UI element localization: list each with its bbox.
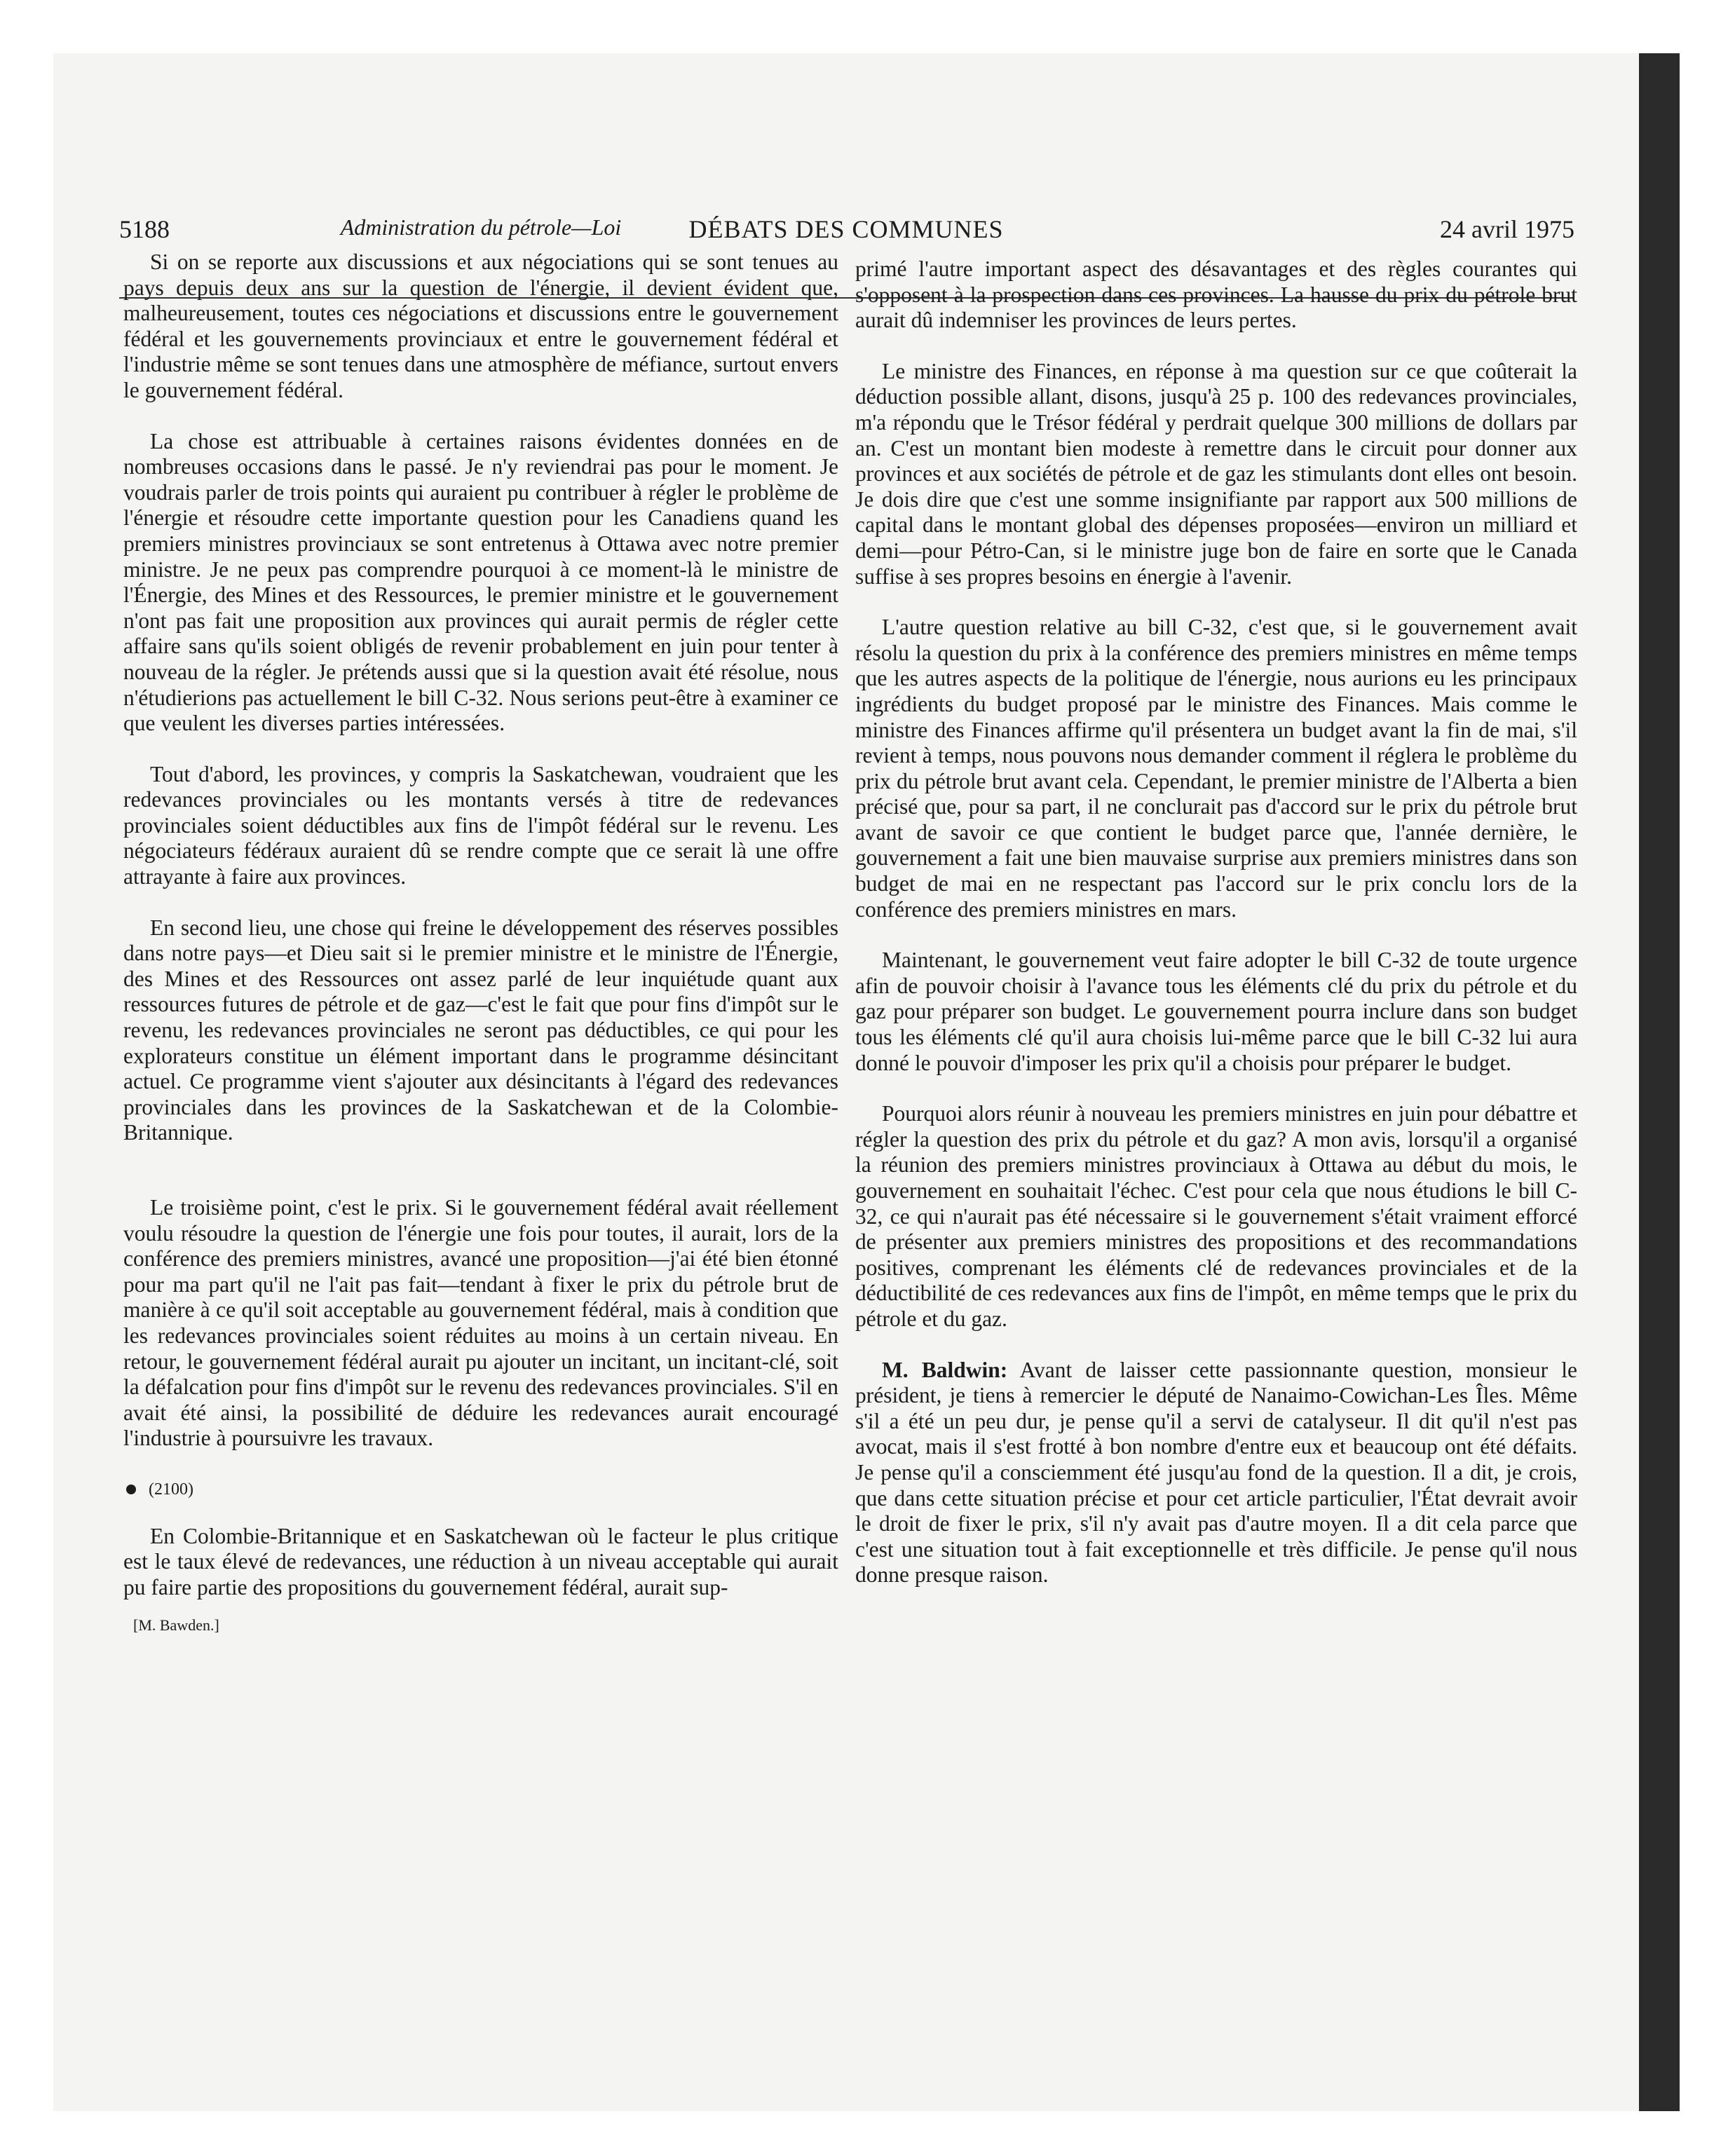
header-date: 24 avril 1975 (1440, 215, 1574, 243)
paragraph: L'autre question relative au bill C-32, c'est que, si le gouvernement avait résolu la question du prix à la conférence des premiers ministres en même temps que les autres aspects de la politique de l'énergie, nous aurions eu les principaux ingrédients du budget proposé par le ministre des Finances. Mais comme le ministre des Finances affirme qu'il présentera un budget avant la fin de mai, s'il revient à temps, nous pouvons nous demander comment il réglera le problème du prix du pétrole brut avant cela. Cependant, le premier ministre de l'Alberta a bien précisé que, pour sa part, il ne conclurait pas d'accord sur le prix du pétrole brut avant de savoir ce que contient le budget parce que, l'année dernière, le gouvernement a fait une bien mauvaise surprise aux premiers ministres dans son budget de mai en ne respectant pas l'accord sur le prix conclu lors de la conférence des premiers ministres en mars. (855, 615, 1577, 922)
speaker-name: M. Baldwin: (882, 1357, 1008, 1382)
speaker-attribution: [M. Bawden.] (133, 1616, 219, 1635)
section-heading: Administration du pétrole—Loi (340, 214, 622, 240)
paragraph: En Colombie-Britannique et en Saskatchewan où le facteur le plus critique est le taux élevé de redevances, une réduction à un niveau acceptable qui aurait pu faire partie des propositions du gouvernement fédéral, aurait sup- (123, 1523, 838, 1599)
speaker-text: Avant de laisser cette passionnante question, monsieur le président, je tiens à remercier le député de Nanaimo-Cowichan-Les Îles. Même s'il a été un peu dur, je pense qu'il a servi de catalyseur. Il dit qu'il n'est pas avocat, mais il s'est frotté à bon nombre d'entre eux et beaucoup ont été défaits. Je pense qu'il a consciemment été jusqu'au fond de la question. Il a dit, je crois, que dans cette situation précise et pour cet article particulier, l'État devrait avoir le droit de fixer le prix, s'il n'y avait pas d'autre moyen. Il a dit cela parce que c'est une situation tout à fait exceptionnelle et très difficile. Je pense qu'il nous donne presque raison. (855, 1357, 1577, 1588)
paragraph: La chose est attribuable à certaines raisons évidentes données en de nombreuses occasions dans le passé. Je n'y reviendrai pas pour le moment. Je voudrais parler de trois points qui auraient pu contribuer à régler le problème de l'énergie et résoudre cette importante question pour les Canadiens quand les premiers ministres provinciaux se sont entretenus à Ottawa avec notre premier ministre. Je ne peux pas comprendre pourquoi à ce moment-là le ministre de l'Énergie, des Mines et des Ressources, le premier ministre et le gouvernement n'ont pas fait une proposition aux provinces qui aurait permis de régler cette affaire sans qu'ils soient obligés de revenir probablement en juin pour tenter à nouveau de la régler. Je prétends aussi que si la question avait été résolue, nous n'étudierions pas actuellement le bill C-32. Nous serions peut-être à examiner ce que veulent les diverses parties intéressées. (123, 428, 838, 736)
paragraph: Pourquoi alors réunir à nouveau les premiers ministres en juin pour débattre et régler la question des prix du pétrole et du gaz? A mon avis, lorsqu'il a organisé la réunion des premiers ministres provinciaux à Ottawa au début du mois, le gouvernement en souhaitait l'échec. C'est pour cela que nous étudions le bill C-32, ce qui n'aurait pas été nécessaire si le gouvernement s'était vraiment efforcé de présenter aux premiers ministres des propositions et des recommandations positives, comprenant les éléments clé de redevances provinciales et de la déductibilité de ces redevances aux fins de l'impôt, en même temps que le prix du pétrole et du gaz. (855, 1101, 1577, 1331)
left-column (123, 214, 838, 1639)
paragraph: Si on se reporte aux discussions et aux négociations qui se sont tenues au pays depuis deux ans sur la question de l'énergie, il devient évident que, malheureusement, toutes ces négociations et discussions entre le gouvernement fédéral et les gouvernements provinciaux et entre le gouvernement fédéral et l'industrie même se sont tenues dans une atmosphère de méfiance, surtout envers le gouvernement fédéral. (123, 250, 838, 402)
bullet-icon (126, 1485, 136, 1494)
right-column (855, 257, 1577, 1613)
paragraph: Le troisième point, c'est le prix. Si le gouvernement fédéral avait réellement voulu résoudre la question de l'énergie une fois pour toutes, il aurait, lors de la conférence des premiers ministres, avancé une proposition—j'ai été bien étonné pour ma part qu'il ne l'ait pas fait—tendant à fixer le prix du pétrole brut de manière à ce qu'il soit acceptable au gouvernement fédéral, mais à condition que les redevances provinciales soient réduites au moins à un certain niveau. En retour, le gouvernement fédéral aurait pu ajouter un incitant, un incitant-clé, soit la défalcation pour fins d'impôt sur le revenu des redevances provinciales. S'il en avait été ainsi, la possibilité de déduire les redevances aurait encouragé l'industrie à poursuivre les travaux. (123, 1195, 838, 1451)
page-number: 5188 (119, 215, 170, 243)
continuation-paragraph: primé l'autre important aspect des désavantages et des règles courantes qui s'opposent à la prospection dans ces provinces. La hausse du prix du pétrole brut aurait dû indemniser les provinces de leurs pertes. (855, 257, 1577, 333)
paragraph: Tout d'abord, les provinces, y compris la Saskatchewan, voudraient que les redevances provinciales ou les montants versés à titre de redevances provinciales soient déductibles aux fins de l'impôt fédéral sur le revenu. Les négociateurs fédéraux auraient dû se rendre compte que ce serait là une offre attrayante à faire aux provinces. (123, 761, 838, 889)
running-title: DÉBATS DES COMMUNES (688, 215, 1004, 243)
paragraph: En second lieu, une chose qui freine le développement des réserves possibles dans notre pays—et Dieu sait si le premier ministre et le ministre de l'Énergie, des Mines et des Ressources ont assez parlé de leur inquiétude quant aux ressources futures de pétrole et de gaz—c'est le fait que pour fins d'impôt sur le revenu, les redevances provinciales ne seront pas déductibles, ce qui pour les explorateurs constitue un élément important dans le programme désincitant actuel. Ce programme vient s'ajouter aux désincitants à l'égard des redevances provinciales dans les provinces de la Saskatchewan et de la Colombie-Britannique. (123, 915, 838, 1145)
time-marker-label: (2100) (149, 1480, 193, 1499)
paragraph: Le ministre des Finances, en réponse à ma question sur ce que coûterait la déduction possible allant, disons, jusqu'à 25 p. 100 des redevances provinciales, m'a répondu que le Trésor fédéral y perdrait quelque 300 millions de dollars par an. C'est un montant bien modeste à remettre dans le circuit pour donner aux provinces et aux sociétés de pétrole et de gaz les stimulants dont elles ont besoin. Je dois dire que c'est une somme insignifiante par rapport aux 500 millions de capital dans le montant global des dépenses proposées—environ un milliard et demi—pour Pétro-Can, si le ministre juge bon de faire en sorte que le Canada suffise à ses propres besoins en énergie à l'avenir. (855, 358, 1577, 589)
time-marker (126, 1477, 838, 1503)
scan-edge (1639, 53, 1680, 2111)
paragraph: Maintenant, le gouvernement veut faire adopter le bill C-32 de toute urgence afin de pouvoir choisir à l'avance tous les éléments clé du prix du pétrole et du gaz pour préparer son budget. Le gouvernement pourra inclure dans son budget tous les éléments clé qu'il aura choisis lui-même parce que le bill C-32 lui aura donné le pouvoir d'imposer les prix qu'il a choisis pour préparer le budget. (855, 948, 1577, 1075)
document-page (53, 53, 1639, 2111)
speaker-paragraph (855, 1358, 1577, 1588)
